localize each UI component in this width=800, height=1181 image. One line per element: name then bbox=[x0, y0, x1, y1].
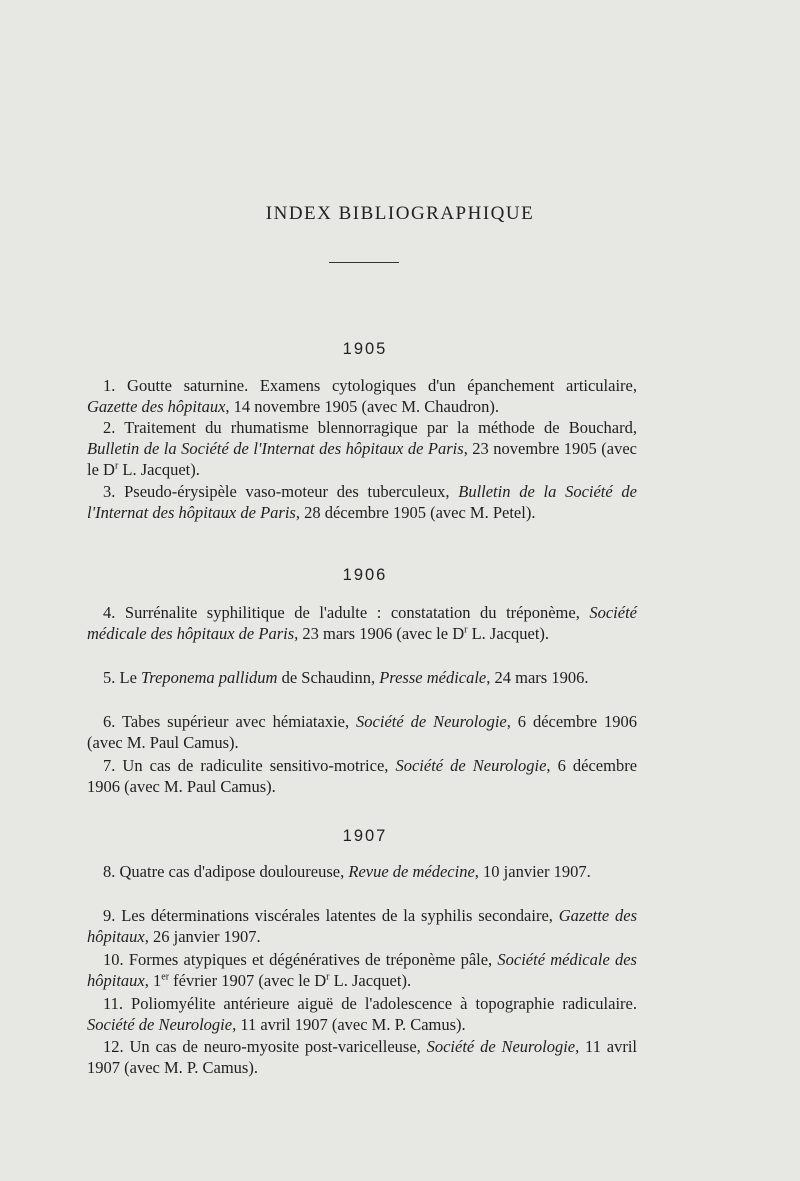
bibliography-entry-10: 10. Formes atypiques et dégénératives de tréponème pâle, Société médicale des hôpitaux, 1er février 1907 (avec le $D^r$ L. Jacquet). bbox=[87, 950, 637, 990]
bibliography-entry-11: 11. Poliomyélite antérieure aiguë de l'adolescence à topographie radiculaire. Société de Neurologie, 11 avril 1907 (avec M. P. Camus). bbox=[87, 994, 637, 1034]
bibliography-entry-8: 8. Quatre cas d'adipose douloureuse, Revue de médecine, 10 janvier 1907. bbox=[103, 862, 591, 881]
bibliography-entry-9: 9. Les déterminations viscérales latentes de la syphilis secondaire, Gazette des hôpitaux, 26 janvier 1907. bbox=[87, 906, 637, 946]
year-heading-1905: 1905 bbox=[342, 340, 388, 358]
bibliography-entry-6: 6. Tabes supérieur avec hémiataxie, Société de Neurologie, 6 décembre 1906 (avec M. Paul Camus). bbox=[87, 712, 637, 752]
bibliography-entry-3: 3. Pseudo-érysipèle vaso-moteur des tuberculeux, Bulletin de la Société de l'Internat des hôpitaux de Paris, 28 décembre 1905 (avec M. Petel). bbox=[87, 482, 638, 522]
bibliography-entry-12: 12. Un cas de neuro-myosite post-varicelleuse, Société de Neurologie, 11 avril 1907 (avec M. P. Camus). bbox=[87, 1037, 638, 1077]
bibliography-entry-4: 4. Surrénalite syphilitique de l'adulte : constatation du tréponème, Société médicale des hôpitaux de Paris, 23 mars 1906 (avec le $D^r$ L. Jacquet). bbox=[87, 603, 637, 643]
bibliography-entry-1: 1. Goutte saturnine. Examens cytologiques d'un épanchement articulaire, Gazette des hôpitaux, 14 novembre 1905 (avec M. Chaudron). bbox=[87, 376, 637, 416]
page-title: INDEX BIBLIOGRAPHIQUE bbox=[265, 203, 535, 224]
bibliography-entry-7: 7. Un cas de radiculite sensitivo-motrice, Société de Neurologie, 6 décembre 1906 (avec M. Paul Camus). bbox=[87, 756, 638, 796]
bibliography-entry-2: 2. Traitement du rhumatisme blennorragique par la méthode de Bouchard, Bulletin de la Société de l'Internat des hôpitaux de Paris, 23 novembre 1905 (avec le $D^r$ L. Jacquet). bbox=[87, 418, 637, 479]
title-divider bbox=[329, 262, 399, 263]
bibliography-entry-5: 5. Le Treponema pallidum de Schaudinn, Presse médicale, 24 mars 1906. bbox=[103, 668, 589, 687]
year-heading-1906: 1906 bbox=[342, 566, 388, 584]
year-heading-1907: 1907 bbox=[342, 827, 388, 845]
